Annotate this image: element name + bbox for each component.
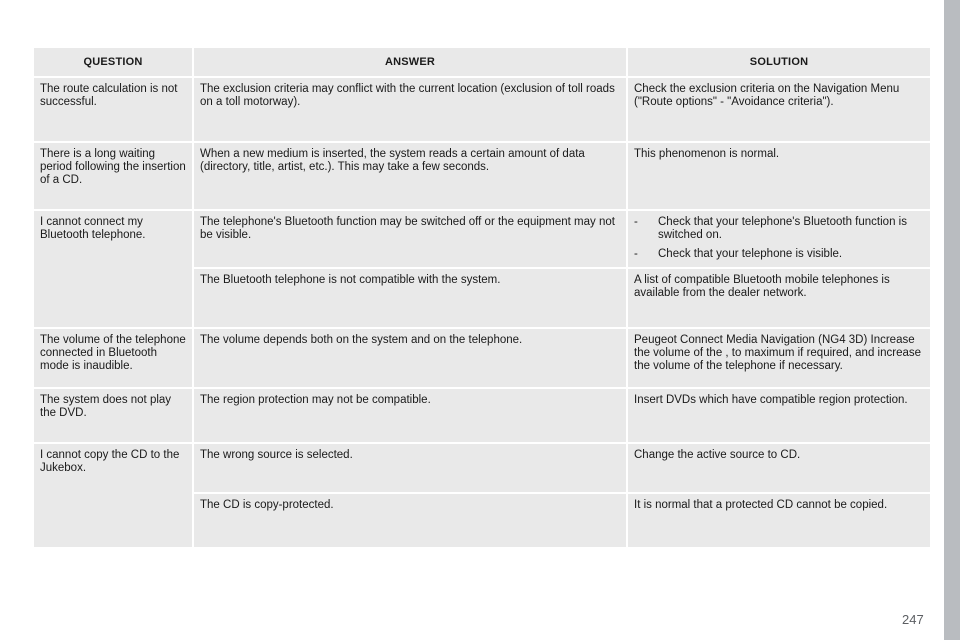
table-header-row <box>33 47 931 77</box>
table-row <box>33 443 931 493</box>
answer-cell: The region protection may not be compatible. <box>193 388 627 443</box>
answer-cell: The telephone's Bluetooth function may be switched off or the equipment may not be visible. <box>193 210 627 268</box>
list-dash: - <box>634 248 638 260</box>
list-item-text: Check that your telephone's Bluetooth function is switched on. <box>658 216 907 241</box>
question-cell: The volume of the telephone connected in Bluetooth mode is inaudible. <box>33 328 193 388</box>
solution-cell <box>627 210 931 268</box>
answer-cell: The CD is copy-protected. <box>193 493 627 548</box>
question-cell: The system does not play the DVD. <box>33 388 193 443</box>
table-row <box>33 210 931 268</box>
question-cell: There is a long waiting period following the insertion of a CD. <box>33 142 193 210</box>
solution-cell: Insert DVDs which have compatible region protection. <box>627 388 931 443</box>
table-row <box>33 328 931 388</box>
solution-cell: Check the exclusion criteria on the Navigation Menu ("Route options" - "Avoidance criteria"). <box>627 77 931 142</box>
solution-list <box>634 216 924 261</box>
question-cell: The route calculation is not successful. <box>33 77 193 142</box>
list-item-text: Check that your telephone is visible. <box>658 248 843 260</box>
table-row <box>33 77 931 142</box>
question-column-header: QUESTION <box>33 47 193 77</box>
answer-cell: When a new medium is inserted, the system reads a certain amount of data (directory, title, artist, etc.). This may take a few seconds. <box>193 142 627 210</box>
solution-cell: It is normal that a protected CD cannot be copied. <box>627 493 931 548</box>
question-cell: I cannot copy the CD to the Jukebox. <box>33 443 193 548</box>
solution-cell: A list of compatible Bluetooth mobile telephones is available from the dealer network. <box>627 268 931 328</box>
page-number: 247 <box>902 612 924 627</box>
table-row <box>33 388 931 443</box>
answer-cell: The volume depends both on the system and on the telephone. <box>193 328 627 388</box>
table-row <box>33 142 931 210</box>
answer-cell: The wrong source is selected. <box>193 443 627 493</box>
answer-cell: The Bluetooth telephone is not compatible with the system. <box>193 268 627 328</box>
solution-cell: This phenomenon is normal. <box>627 142 931 210</box>
question-cell: I cannot connect my Bluetooth telephone. <box>33 210 193 328</box>
answer-cell: The exclusion criteria may conflict with the current location (exclusion of toll roads on a toll motorway). <box>193 77 627 142</box>
page-edge-bar <box>944 0 960 640</box>
list-item <box>634 248 924 261</box>
answer-column-header: ANSWER <box>193 47 627 77</box>
faq-table <box>32 46 932 549</box>
solution-cell: Peugeot Connect Media Navigation (NG4 3D) Increase the volume of the , to maximum if required, and increase the volume of the telephone if necessary. <box>627 328 931 388</box>
list-item <box>634 216 924 242</box>
list-dash: - <box>634 216 638 228</box>
solution-column-header: SOLUTION <box>627 47 931 77</box>
solution-cell: Change the active source to CD. <box>627 443 931 493</box>
